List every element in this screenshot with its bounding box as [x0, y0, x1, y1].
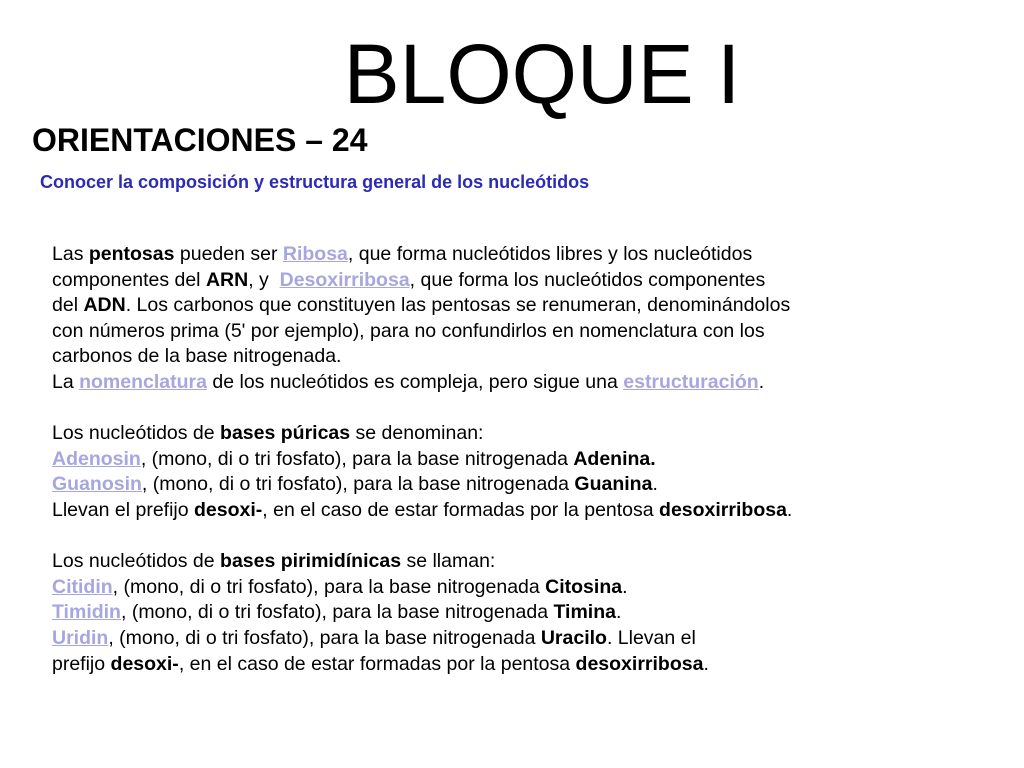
term-guanina: Guanina	[574, 473, 653, 496]
text-span: se denominan:	[350, 422, 484, 445]
objective-text: Conocer la composición y estructura general de los nucleótidos	[40, 172, 590, 192]
link-citidin[interactable]: Citidin	[52, 575, 113, 598]
term-pentosas: pentosas	[88, 243, 175, 265]
term-desoxirribosa: desoxirribosa	[659, 498, 787, 521]
text-span: Los nucleótidos de	[52, 550, 221, 573]
text-span: se llaman:	[401, 550, 496, 573]
text-span: . Los carbonos que constituyen las pentosas se renumeran, denominándolos	[125, 294, 791, 317]
text-span: , (mono, di o tri fosfato), para la base nitrogenada	[140, 447, 574, 470]
term-timina: Timina	[553, 601, 616, 624]
text-span: .	[652, 473, 658, 496]
text-span: , (mono, di o tri fosfato), para la base nitrogenada	[141, 473, 575, 496]
link-timidin[interactable]: Timidin	[52, 601, 121, 624]
text-span: de los nucleótidos es compleja, pero sigue una	[206, 370, 624, 393]
term-adenina: Adenina.	[573, 447, 656, 470]
link-guanosin[interactable]: Guanosin	[52, 473, 142, 496]
body-line	[52, 600, 982, 626]
text-span: Llevan el prefijo	[52, 498, 195, 521]
slide-title: BLOQUE I	[343, 27, 741, 121]
body-line	[52, 293, 982, 319]
term-bases-pirimidinicas: bases pirimidínicas	[220, 550, 402, 573]
text-span: .	[758, 370, 765, 393]
text-span: .	[622, 575, 628, 598]
term-arn: ARN	[205, 268, 249, 291]
text-span: .	[615, 601, 622, 624]
body-line	[52, 549, 982, 575]
link-adenosin[interactable]: Adenosin	[52, 447, 141, 470]
body-line: carbonos de la base nitrogenada.	[52, 345, 342, 368]
text-span: , y	[248, 268, 280, 291]
body-line	[52, 268, 982, 294]
term-citosina: Citosina	[545, 575, 623, 598]
text-span: , (mono, di o tri fosfato), para la base nitrogenada	[108, 626, 541, 649]
body-line	[52, 472, 982, 498]
text-span: pueden ser	[174, 243, 283, 265]
body-line	[52, 498, 982, 524]
text-span: prefijo	[52, 652, 111, 675]
text-span: , en el caso de estar formadas por la pentosa	[262, 498, 660, 521]
text-span: , (mono, di o tri fosfato), para la base nitrogenada	[112, 575, 546, 598]
text-span: , que forma nucleótidos libres y los nucleótidos	[347, 243, 753, 265]
body-line	[52, 421, 982, 447]
term-desoxi: desoxi-	[194, 498, 263, 521]
body-line	[52, 652, 982, 678]
link-nomenclatura[interactable]: nomenclatura	[79, 370, 207, 393]
term-bases-puricas: bases púricas	[220, 422, 351, 445]
body-line	[52, 370, 982, 396]
text-span: .	[703, 652, 709, 675]
body-line: con números prima (5' por ejemplo), para no confundirlos en nomenclatura con los	[52, 319, 765, 342]
text-span: del	[52, 294, 84, 317]
text-span: componentes del	[52, 268, 206, 291]
term-desoxi: desoxi-	[110, 652, 179, 675]
body-text	[52, 242, 982, 677]
paragraph-gap	[52, 396, 982, 422]
body-line	[52, 242, 982, 268]
term-adn: ADN	[83, 294, 126, 317]
text-span: , en el caso de estar formadas por la pentosa	[178, 652, 576, 675]
text-span: . Llevan el	[606, 626, 696, 649]
text-span: Las	[52, 243, 89, 265]
paragraph-gap	[52, 524, 982, 550]
link-uridin[interactable]: Uridin	[52, 626, 109, 649]
text-span: .	[786, 498, 793, 521]
term-uracilo: Uracilo	[540, 626, 607, 649]
term-desoxirribosa: desoxirribosa	[575, 652, 704, 675]
body-line	[52, 447, 982, 473]
link-ribosa[interactable]: Ribosa	[282, 243, 348, 265]
link-estructuracion[interactable]: estructuración	[623, 370, 759, 393]
slide-subtitle: ORIENTACIONES – 24	[32, 122, 368, 158]
body-line	[52, 575, 982, 601]
text-span: Los nucleótidos de	[52, 422, 221, 445]
text-span: , (mono, di o tri fosfato), para la base nitrogenada	[120, 601, 554, 624]
link-desoxirribosa[interactable]: Desoxirribosa	[279, 268, 410, 291]
text-span: , que forma los nucleótidos componentes	[409, 268, 766, 291]
body-line	[52, 626, 982, 652]
text-span: La	[52, 370, 80, 393]
